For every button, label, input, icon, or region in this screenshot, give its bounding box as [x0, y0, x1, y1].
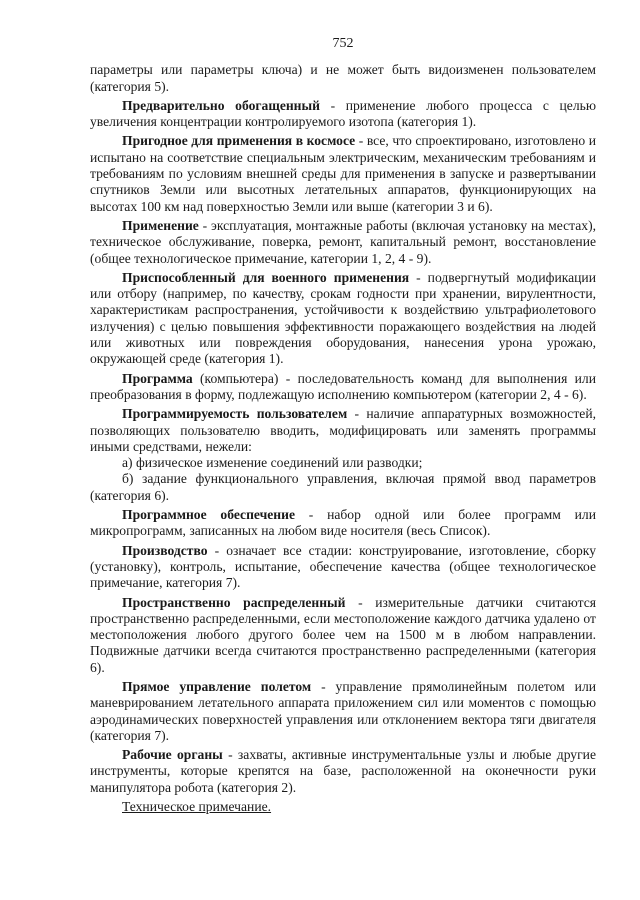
- definition-term: Программируемость пользователем: [122, 406, 348, 422]
- definition-entry: [90, 98, 596, 131]
- definition-term: Производство: [122, 542, 208, 558]
- definition-entry: [90, 133, 596, 214]
- definition-text: - измерительные датчики считаются пространственно распределенными, если местоположение каждого датчика удалено от местоположения любого другого более чем на 1500 м в любом направлении. Подвижные датчики всегда считаются пространственно распределенными (категория 6).: [90, 594, 597, 675]
- definition-term: Программное обеспечение: [122, 507, 295, 523]
- definition-entry: [90, 747, 596, 796]
- definition-entry: [90, 371, 596, 404]
- definition-entry: [90, 595, 596, 676]
- definition-text: - эксплуатация, монтажные работы (включая установку на местах), техническое обслуживание, поверка, ремонт, капитальный ремонт, восстановление (общее технологическое примечание, категории 1, 2, 4 - 9).: [90, 217, 596, 266]
- continuation-paragraph: параметры или параметры ключа) и не может быть видоизменен пользователем (категория 5).: [90, 62, 596, 94]
- definition-term: Применение: [122, 217, 199, 233]
- definition-text: - управление прямолинейным полетом или маневрированием летательного аппарата приложением сил или моментов с помощью аэродинамических поверхностей управления или отклонением вектора тяги двигателя (категория 7).: [90, 678, 597, 743]
- definition-term: Рабочие органы: [122, 747, 223, 763]
- definition-term: Пригодное для применения в космосе: [122, 133, 356, 149]
- definition-text: - подвергнутый модификации или отбору (например, по качеству, срокам годности при хранении, вирулентности, характеристикам распространения, устойчивости к воздействию ультрафиолетового излучения) с целью повышения эффективности поражающего воздействия на людей или животных или повреждения оборудования, нанесения урона урожаю, окружающей среде (категория 1).: [90, 269, 596, 367]
- definition-term: Прямое управление полетом: [122, 678, 312, 694]
- technical-note-heading: Техническое примечание.: [122, 799, 272, 815]
- definition-term: Предварительно обогащенный: [122, 97, 320, 113]
- definition-text: (компьютера) - последовательность команд для выполнения или преобразования в форму, подлежащую исполнению компьютером (категории 2, 4 - 6).: [90, 370, 596, 402]
- list-item: а) физическое изменение соединений или разводки;: [122, 455, 423, 471]
- definition-text: - наличие аппаратурных возможностей, позволяющих пользователю вводить, модифицировать или заменять программы иными средствами, нежели:: [90, 406, 596, 454]
- definition-entry: [90, 218, 596, 267]
- definition-text: - набор одной или более программ или микропрограмм, записанных на любом виде носителя (весь Список).: [90, 507, 596, 539]
- definition-entry: [90, 406, 596, 455]
- definition-term: Пространственно распределенный: [122, 594, 346, 610]
- definition-entry: [90, 507, 596, 540]
- definition-term: Приспособленный для военного применения: [122, 269, 410, 285]
- definition-term: Программа: [122, 370, 193, 386]
- definition-text: - означает все стадии: конструирование, изготовление, сборку (установку), контроль, испытание, обеспечение качества (общее технологическое примечание, категория 7).: [90, 542, 596, 591]
- list-item: б) задание функционального управления, включая прямой ввод параметров (категория 6).: [90, 471, 596, 503]
- definition-entry: [90, 543, 596, 592]
- page-number: 752: [332, 36, 354, 51]
- definition-entry: [90, 679, 596, 744]
- definition-text: - применение любого процесса с целью увеличения концентрации контролируемого изотопа (категория 1).: [90, 97, 596, 130]
- definition-text: - все, что спроектировано, изготовлено и испытано на соответствие специальным электрическим, механическим требованиям и требованиям по условиям внешней среды для применения в запуске и развертывании спутников Земли или высотных летательных аппаратов, функционирующих на высотах 100 км над поверхностью Земли или выше (категории 3 и 6).: [90, 133, 596, 214]
- definition-entry: [90, 270, 596, 368]
- definition-text: - захваты, активные инструментальные узлы и любые другие инструменты, которые крепятся на базе, расположенной на оконечности руки манипулятора робота (категория 2).: [90, 747, 596, 795]
